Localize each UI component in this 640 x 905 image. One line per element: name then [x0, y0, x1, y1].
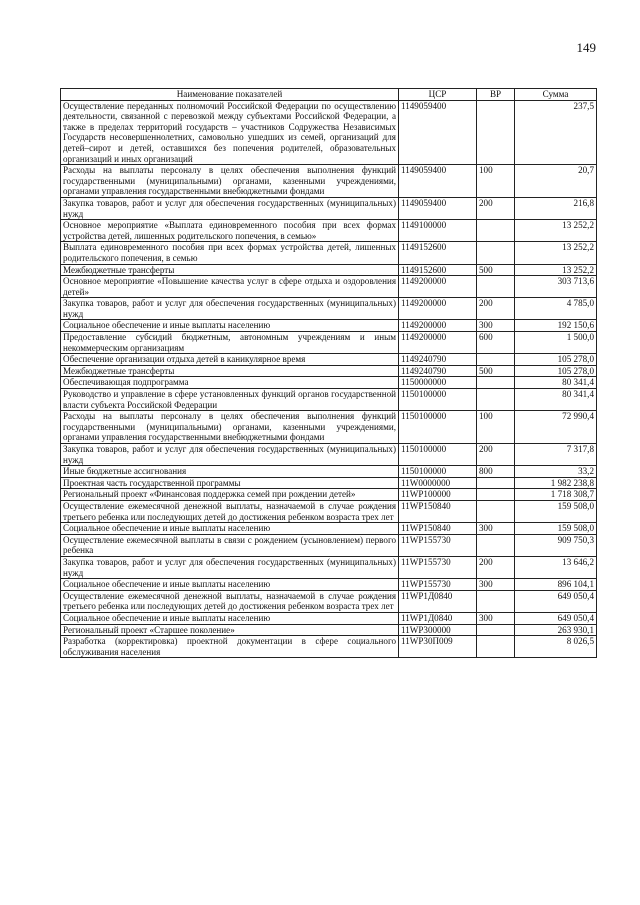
row-vr-cell: 500 [477, 365, 515, 377]
row-sum-cell: 896 104,1 [515, 579, 597, 591]
row-sum-cell: 1 982 238,8 [515, 477, 597, 489]
table-row [61, 624, 597, 636]
row-name-cell: Закупка товаров, работ и услуг для обеспечения государственных (муниципальных) нужд [61, 444, 399, 466]
row-name-cell: Межбюджетные трансферты [61, 365, 399, 377]
table-row [61, 411, 597, 444]
row-name-cell: Выплата единовременного пособия при всех формах устройства детей, лишенных родительского попечения, в семью [61, 242, 399, 264]
row-sum-cell: 13 252,2 [515, 220, 597, 242]
row-csr-cell: 1149240790 [399, 365, 477, 377]
row-csr-cell: 1150100000 [399, 466, 477, 478]
table-row [61, 477, 597, 489]
table-row [61, 320, 597, 332]
row-csr-cell: 11WP155730 [399, 556, 477, 578]
row-vr-cell [477, 377, 515, 389]
row-sum-cell: 4 785,0 [515, 298, 597, 320]
row-sum-cell: 80 341,4 [515, 389, 597, 411]
row-vr-cell: 800 [477, 466, 515, 478]
row-sum-cell: 105 278,0 [515, 365, 597, 377]
table-row [61, 332, 597, 354]
row-sum-cell: 13 252,2 [515, 264, 597, 276]
row-name-cell: Осуществление переданных полномочий Российской Федерации по осуществлению деятельности, связанной с перевозкой между субъектами Российской Федерации, а также в пределах территорий государств – участников Содружества Независимых Государств несовершеннолетних, самовольно ушедших из семей, организаций для детей–сирот и детей, оставшихся без попечения родителей, образовательных организаций и иных организаций [61, 100, 399, 165]
row-csr-cell: 1150100000 [399, 411, 477, 444]
row-vr-cell [477, 276, 515, 298]
table-row [61, 276, 597, 298]
row-csr-cell: 11WP1Д0840 [399, 612, 477, 624]
row-sum-cell: 72 990,4 [515, 411, 597, 444]
row-vr-cell [477, 489, 515, 501]
row-sum-cell: 649 050,4 [515, 590, 597, 612]
row-name-cell: Социальное обеспечение и иные выплаты населению [61, 320, 399, 332]
row-csr-cell: 1149059400 [399, 165, 477, 198]
row-sum-cell: 192 150,6 [515, 320, 597, 332]
row-name-cell: Закупка товаров, работ и услуг для обеспечения государственных (муниципальных) нужд [61, 298, 399, 320]
row-name-cell: Предоставление субсидий бюджетным, автономным учреждениям и иным некоммерческим организациям [61, 332, 399, 354]
header-row [61, 89, 597, 101]
table-row [61, 100, 597, 165]
row-vr-cell: 600 [477, 332, 515, 354]
row-sum-cell: 1 500,0 [515, 332, 597, 354]
table-row [61, 242, 597, 264]
row-name-cell: Расходы на выплаты персоналу в целях обеспечения выполнения функций государственными (муниципальными) органами, казенными учреждениями, органами управления государственными внебюджетными фондами [61, 165, 399, 198]
row-sum-cell: 1 718 308,7 [515, 489, 597, 501]
row-csr-cell: 11WP300000 [399, 624, 477, 636]
row-name-cell: Региональный проект «Финансовая поддержка семей при рождении детей» [61, 489, 399, 501]
table-row [61, 377, 597, 389]
row-name-cell: Социальное обеспечение и иные выплаты населению [61, 579, 399, 591]
row-vr-cell: 100 [477, 165, 515, 198]
table-row [61, 466, 597, 478]
table-row [61, 489, 597, 501]
row-vr-cell [477, 477, 515, 489]
row-name-cell: Межбюджетные трансферты [61, 264, 399, 276]
row-vr-cell: 200 [477, 444, 515, 466]
row-sum-cell: 263 930,1 [515, 624, 597, 636]
row-vr-cell: 300 [477, 612, 515, 624]
row-name-cell: Социальное обеспечение и иные выплаты населению [61, 612, 399, 624]
row-name-cell: Осуществление ежемесячной денежной выплаты, назначаемой в случае рождения третьего ребенка или последующих детей до достижения ребенком возраста трех лет [61, 590, 399, 612]
row-name-cell: Социальное обеспечение и иные выплаты населению [61, 523, 399, 535]
table-row [61, 220, 597, 242]
row-name-cell: Закупка товаров, работ и услуг для обеспечения государственных (муниципальных) нужд [61, 556, 399, 578]
table-body [61, 100, 597, 658]
row-csr-cell: 11WP155730 [399, 534, 477, 556]
row-sum-cell: 33,2 [515, 466, 597, 478]
row-vr-cell [477, 354, 515, 366]
table-header [61, 89, 597, 101]
row-vr-cell [477, 220, 515, 242]
row-csr-cell: 11WP100000 [399, 489, 477, 501]
header-name: Наименование показателей [61, 89, 399, 101]
row-name-cell: Региональный проект «Старшее поколение» [61, 624, 399, 636]
row-csr-cell: 1149100000 [399, 220, 477, 242]
row-sum-cell: 909 750,3 [515, 534, 597, 556]
row-vr-cell: 200 [477, 197, 515, 219]
table-row [61, 165, 597, 198]
row-sum-cell: 159 508,0 [515, 500, 597, 522]
table-row [61, 556, 597, 578]
table-row [61, 612, 597, 624]
header-csr: ЦСР [399, 89, 477, 101]
row-csr-cell: 11W0000000 [399, 477, 477, 489]
table-row [61, 534, 597, 556]
row-csr-cell: 1149200000 [399, 332, 477, 354]
row-vr-cell [477, 242, 515, 264]
row-name-cell: Основное мероприятие «Выплата единовременного пособия при всех формах устройства детей, лишенных родительского попечения, в семью» [61, 220, 399, 242]
row-csr-cell: 11WP155730 [399, 579, 477, 591]
table-row [61, 636, 597, 658]
row-csr-cell: 1149152600 [399, 242, 477, 264]
row-vr-cell: 100 [477, 411, 515, 444]
row-sum-cell: 8 026,5 [515, 636, 597, 658]
table-row [61, 298, 597, 320]
row-vr-cell [477, 534, 515, 556]
row-name-cell: Обеспечение организации отдыха детей в каникулярное время [61, 354, 399, 366]
row-csr-cell: 1149240790 [399, 354, 477, 366]
row-csr-cell: 11WP150840 [399, 523, 477, 535]
row-vr-cell: 200 [477, 298, 515, 320]
row-vr-cell: 500 [477, 264, 515, 276]
row-csr-cell: 11WP30П009 [399, 636, 477, 658]
row-sum-cell: 13 252,2 [515, 242, 597, 264]
row-vr-cell [477, 500, 515, 522]
row-csr-cell: 1150100000 [399, 389, 477, 411]
row-sum-cell: 216,8 [515, 197, 597, 219]
row-vr-cell [477, 636, 515, 658]
row-csr-cell: 1149200000 [399, 298, 477, 320]
row-name-cell: Руководство и управление в сфере установленных функций органов государственной власти субъекта Российской Федерации [61, 389, 399, 411]
header-sum: Сумма [515, 89, 597, 101]
row-sum-cell: 7 317,8 [515, 444, 597, 466]
table-row [61, 197, 597, 219]
table-row [61, 523, 597, 535]
row-sum-cell: 159 508,0 [515, 523, 597, 535]
row-csr-cell: 1149059400 [399, 197, 477, 219]
row-sum-cell: 237,5 [515, 100, 597, 165]
budget-table [60, 88, 597, 658]
row-vr-cell [477, 100, 515, 165]
row-sum-cell: 80 341,4 [515, 377, 597, 389]
row-name-cell: Разработка (корректировка) проектной документации в сфере социального обслуживания населения [61, 636, 399, 658]
row-csr-cell: 1149200000 [399, 276, 477, 298]
row-csr-cell: 11WP1Д0840 [399, 590, 477, 612]
table-row [61, 264, 597, 276]
row-name-cell: Обеспечивающая подпрограмма [61, 377, 399, 389]
row-vr-cell: 300 [477, 579, 515, 591]
row-sum-cell: 20,7 [515, 165, 597, 198]
row-csr-cell: 1149152600 [399, 264, 477, 276]
row-csr-cell: 1150100000 [399, 444, 477, 466]
header-vr: ВР [477, 89, 515, 101]
row-csr-cell: 11WP150840 [399, 500, 477, 522]
row-name-cell: Основное мероприятие «Повышение качества услуг в сфере отдыха и оздоровления детей» [61, 276, 399, 298]
row-sum-cell: 649 050,4 [515, 612, 597, 624]
row-vr-cell [477, 389, 515, 411]
table-row [61, 365, 597, 377]
row-csr-cell: 1149059400 [399, 100, 477, 165]
table-row [61, 500, 597, 522]
row-name-cell: Иные бюджетные ассигнования [61, 466, 399, 478]
row-name-cell: Закупка товаров, работ и услуг для обеспечения государственных (муниципальных) нужд [61, 197, 399, 219]
row-vr-cell: 200 [477, 556, 515, 578]
table-row [61, 444, 597, 466]
table-row [61, 579, 597, 591]
table-row [61, 354, 597, 366]
row-vr-cell: 300 [477, 523, 515, 535]
row-name-cell: Расходы на выплаты персоналу в целях обеспечения выполнения функций государственными (муниципальными) органами, казенными учреждениями, органами управления государственными внебюджетными фондами [61, 411, 399, 444]
row-csr-cell: 1150000000 [399, 377, 477, 389]
row-vr-cell [477, 590, 515, 612]
row-vr-cell: 300 [477, 320, 515, 332]
table-row [61, 590, 597, 612]
table-row [61, 389, 597, 411]
page-number: 149 [576, 40, 596, 55]
row-vr-cell [477, 624, 515, 636]
row-csr-cell: 1149200000 [399, 320, 477, 332]
row-sum-cell: 303 713,6 [515, 276, 597, 298]
row-name-cell: Осуществление ежемесячной выплаты в связи с рождением (усыновлением) первого ребенка [61, 534, 399, 556]
row-sum-cell: 13 646,2 [515, 556, 597, 578]
row-name-cell: Осуществление ежемесячной денежной выплаты, назначаемой в случае рождения третьего ребенка или последующих детей до достижения ребенком возраста трех лет [61, 500, 399, 522]
row-name-cell: Проектная часть государственной программы [61, 477, 399, 489]
row-sum-cell: 105 278,0 [515, 354, 597, 366]
